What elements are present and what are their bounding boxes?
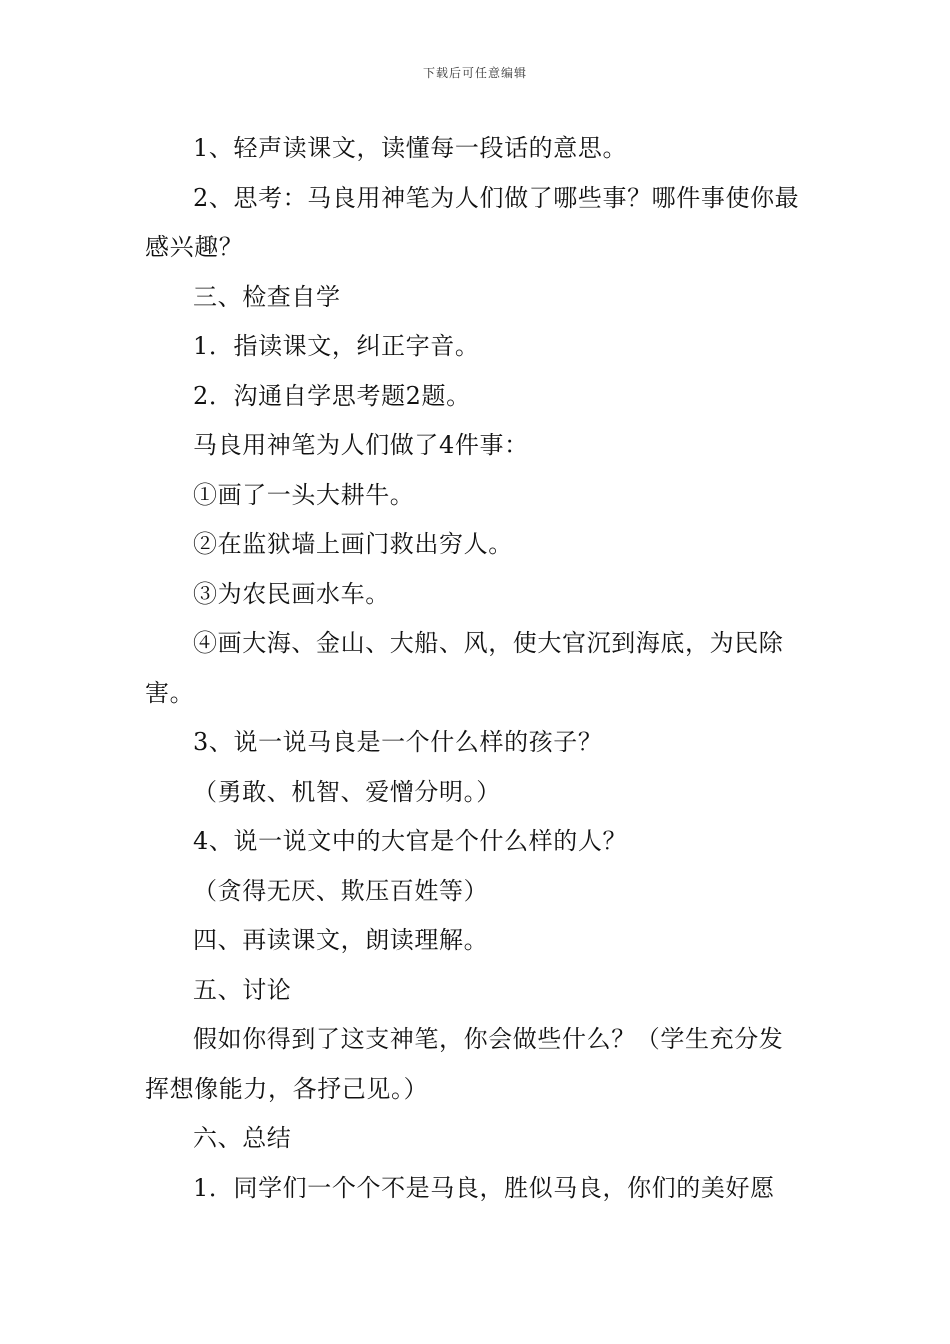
answer-step-4: （贪得无厌、欺压百姓等） [193, 876, 489, 905]
list-item-4: ④画大海、金山、大船、风，使大官沉到海底，为民除害。 [145, 629, 784, 707]
paragraph-four-things: 马良用神笔为人们做了4件事： [193, 431, 529, 459]
paragraph-step-3: 3、说一说马良是一个什么样的孩子？ [193, 728, 603, 756]
page-header-note: 下载后可任意编辑 [422, 66, 527, 80]
list-item-2: ②在监狱墙上画门救出穷人。 [193, 530, 513, 558]
paragraph-step-2: 2、思考：马良用神笔为人们做了哪些事？哪件事使你最感兴趣？ [145, 183, 800, 261]
answer-step-3: （勇敢、机智、爱憎分明。） [193, 777, 501, 806]
list-item-3: ③为农民画水车。 [193, 579, 390, 608]
list-item-1: ①画了一头大耕牛。 [193, 480, 415, 509]
section-heading-6: 六、总结 [193, 1124, 292, 1152]
paragraph-summary-1: 1．同学们一个个不是马良，胜似马良，你们的美好愿 [193, 1173, 775, 1202]
section-heading-3: 三、检查自学 [193, 282, 341, 311]
paragraph-discussion: 假如你得到了这支神笔，你会做些什么？（学生充分发挥想像能力，各抒己见。） [145, 1025, 784, 1103]
section-heading-5: 五、讨论 [193, 975, 292, 1004]
paragraph-step-4: 4、说一说文中的大官是个什么样的人？ [193, 827, 628, 855]
document-body [145, 124, 807, 1213]
section-heading-4: 四、再读课文，朗读理解。 [193, 926, 489, 954]
paragraph-step-1: 1、轻声读课文，读懂每一段话的意思。 [193, 134, 628, 162]
paragraph-check-1: 1．指读课文，纠正字音。 [193, 332, 480, 360]
paragraph-check-2: 2．沟通自学思考题2题。 [193, 381, 471, 410]
